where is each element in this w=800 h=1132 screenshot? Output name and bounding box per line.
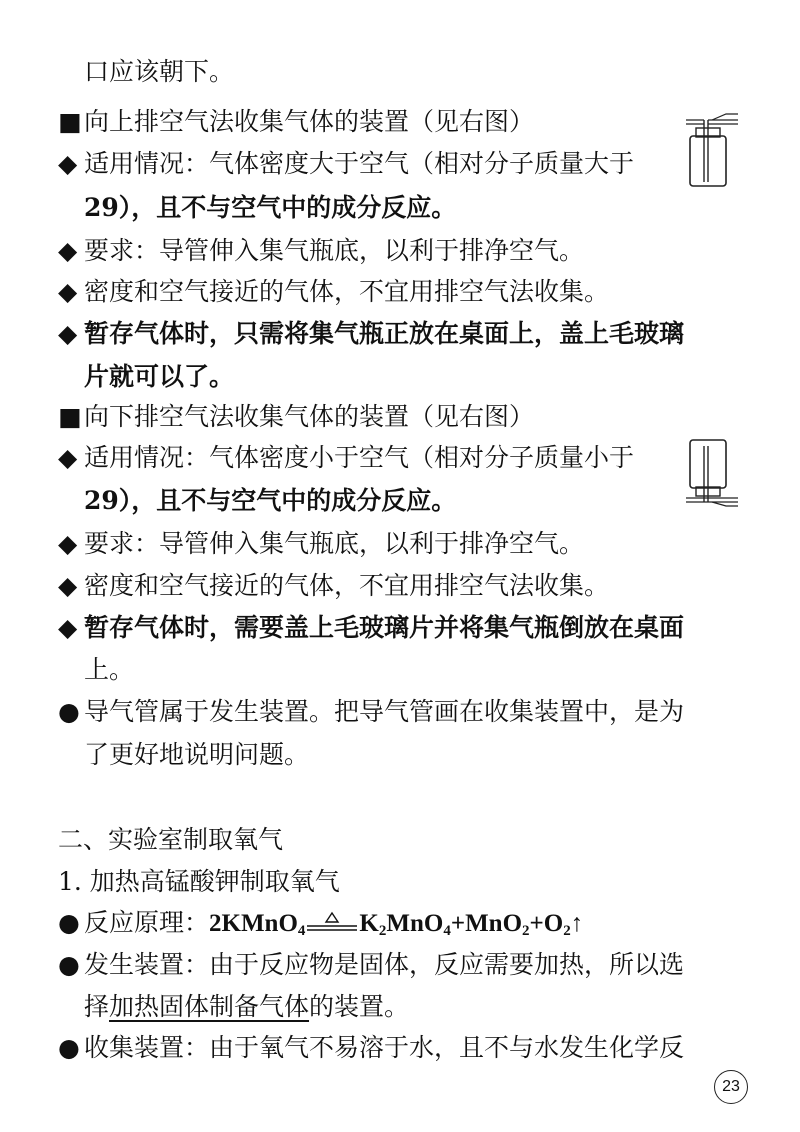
text: 暂存气体时，只需将集气瓶正放在桌面上，盖上毛玻璃 [84, 319, 685, 348]
circle-item [58, 694, 684, 730]
text-line [84, 54, 234, 90]
diamond-item [58, 233, 584, 269]
diamond-bullet-icon: ◆ [58, 236, 78, 265]
heat-condition-icon [305, 911, 359, 933]
formula-part: MnO [386, 910, 444, 937]
text: 择 [84, 992, 110, 1021]
underlined-text: 加热固体制备气体 [109, 992, 310, 1021]
formula-subscript: 4 [297, 923, 306, 939]
diamond-item [58, 274, 609, 310]
section-bullet [58, 104, 534, 140]
diamond-bullet-icon: ◆ [58, 571, 78, 600]
text: 密度和空气接近的气体，不宜用排空气法收集。 [84, 571, 610, 600]
text: 了更好地说明问题。 [84, 740, 310, 769]
text: 片就可以了。 [84, 362, 235, 391]
diamond-item [58, 526, 584, 562]
heading-text: 1. 加热高锰酸钾制取氧气 [58, 867, 340, 896]
circle-item [58, 1030, 684, 1066]
square-bullet-icon: ■ [58, 402, 82, 431]
text: 适用情况：气体密度大于空气（相对分子质量大于 [84, 149, 635, 178]
diamond-bullet-icon: ◆ [58, 277, 78, 306]
formula-part: +MnO [450, 910, 523, 937]
formula-subscript: 2 [522, 923, 530, 939]
subsection-heading [58, 864, 340, 900]
text: 29），且不与空气中的成分反应。 [84, 193, 457, 222]
diamond-item [58, 610, 684, 646]
formula-subscript: 2 [378, 923, 387, 939]
diamond-item [58, 146, 634, 182]
formula-part: K [359, 910, 379, 937]
text: 反应原理： [84, 908, 210, 937]
circle-item [58, 905, 583, 941]
diamond-bullet-icon: ◆ [58, 149, 78, 178]
diamond-item [58, 316, 684, 352]
page-number: 23 [714, 1070, 748, 1104]
upward-air-collection-bottle-icon [682, 112, 742, 192]
text-line [84, 989, 409, 1025]
formula-part: 2KMnO [209, 910, 298, 937]
circle-item [58, 947, 684, 983]
text: 发生装置：由于反应物是固体，反应需要加热，所以选 [84, 950, 685, 979]
text-line [84, 483, 456, 519]
text: 的装置。 [309, 992, 410, 1021]
text: 29），且不与空气中的成分反应。 [84, 486, 457, 515]
formula-subscript: 4 [443, 923, 451, 939]
heading-text: 二、实验室制取氧气 [58, 825, 284, 854]
circle-bullet-icon: ● [58, 697, 80, 726]
text: 密度和空气接近的气体，不宜用排空气法收集。 [84, 277, 610, 306]
formula-part: +O [529, 910, 564, 937]
text-line [84, 190, 456, 226]
chemical-equation [209, 910, 583, 937]
circle-bullet-icon: ● [58, 950, 80, 979]
text: 收集装置：由于氧气不易溶于水，且不与水发生化学反 [84, 1033, 685, 1062]
text-line [84, 652, 134, 688]
diamond-item [58, 440, 634, 476]
circle-bullet-icon: ● [58, 908, 80, 937]
text: 导气管属于发生装置。把导气管画在收集装置中，是为 [84, 697, 685, 726]
text: 要求：导管伸入集气瓶底，以利于排净空气。 [84, 236, 585, 265]
downward-air-collection-bottle-icon [682, 436, 742, 508]
section-bullet [58, 399, 534, 435]
diamond-bullet-icon: ◆ [58, 613, 78, 642]
section-heading [58, 822, 283, 858]
diamond-bullet-icon: ◆ [58, 443, 78, 472]
text: 暂存气体时，需要盖上毛玻璃片并将集气瓶倒放在桌面 [84, 613, 685, 642]
text: 适用情况：气体密度小于空气（相对分子质量小于 [84, 443, 635, 472]
text: 向上排空气法收集气体的装置（见右图） [84, 107, 535, 136]
text: 口应该朝下。 [84, 57, 235, 86]
text: 向下排空气法收集气体的装置（见右图） [84, 402, 535, 431]
text-line [84, 359, 234, 395]
circle-bullet-icon: ● [58, 1033, 80, 1062]
text-line [84, 737, 309, 773]
arrow-up-icon: ↑ [570, 910, 584, 937]
diamond-bullet-icon: ◆ [58, 319, 78, 348]
diamond-bullet-icon: ◆ [58, 529, 78, 558]
diamond-item [58, 568, 609, 604]
text: 上。 [84, 655, 135, 684]
square-bullet-icon: ■ [58, 107, 82, 136]
text: 要求：导管伸入集气瓶底，以利于排净空气。 [84, 529, 585, 558]
formula-subscript: 2 [563, 923, 571, 939]
